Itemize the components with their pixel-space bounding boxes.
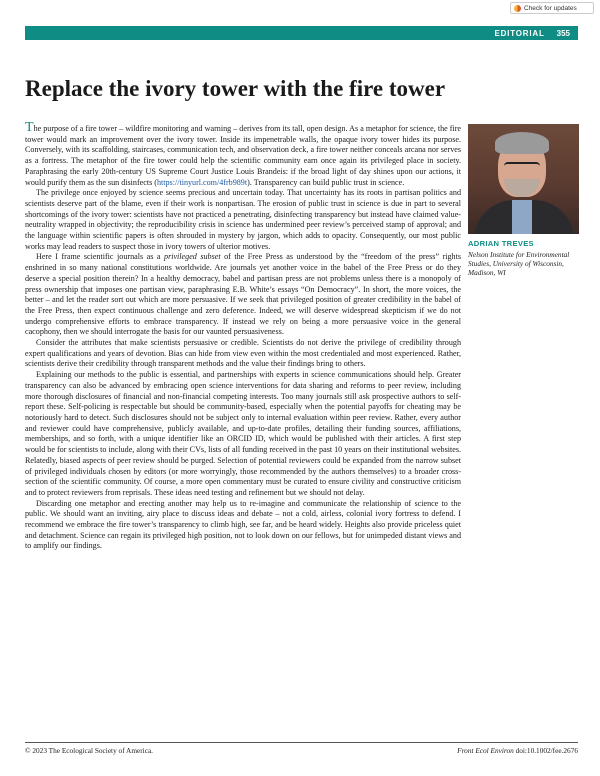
author-photo [468,124,579,234]
page-number: 355 [556,28,570,38]
article-body [25,120,462,552]
photo-shirt [512,200,532,234]
crossmark-icon [514,5,521,12]
paragraph-3 [25,252,461,338]
footer-divider [25,742,578,743]
author-block [468,239,578,277]
paragraph-3-text-a: Here I frame scientific journals as a [36,252,165,262]
author-name: ADRIAN TREVES [468,239,534,248]
paragraph-1 [25,120,461,188]
drop-cap: T [25,120,34,135]
section-label: EDITORIAL [494,28,545,38]
section-header-bar [25,26,578,40]
paragraph-3-emphasis: privileged subset [164,252,221,262]
paragraph-6: Discarding one metaphor and erecting another may help us to re-imagine and communicate the relationship of science to the public. We should want an inviting, airy place to discuss ideas and debate – not a cold, airless, colonial ivory fortress to defend. I recommend we embrace the fire tower’s transparency to climb high, see far, and be heard widely. Heights also provide priceless quiet and detachment. Science can regain its privileged high position, not to look down on our fellows, but for unimpeded distant views and to amplify our findings. [25,498,461,551]
footer-citation [457,746,578,755]
footer-copyright: © 2023 The Ecological Society of America. [25,746,154,755]
paragraph-3-text-b: of the Free Press as understood by the “freedom of the press” rights enshrined in so many national constitutions worldwide. Are journals yet another voice in the babel of the Free Press or do they deserve a special position therein? In a healthy democracy, babel and partisan press are not problems unless there is a monopoly of press ownership that imposes one partisan view, paraphrasing E.B. White’s essays “On Democracy”. In short, the more voices, the better – and let the reader sort out which are more persuasive. If we seek that privileged position of greater credibility in the babel of the Free Press, then expect continuous challenge and zero deference. Indeed, we will deserve widespread skepticism if we do not undergo comprehensive efforts to embrace transparency. If instead we rely on being a more persuasive voice in the general cacophony, then we should interrogate the basis for our vaunted persuasiveness. [25,252,462,337]
paragraph-4: Consider the attributes that make scientists persuasive or credible. Scientists do not derive the privilege of credibility through expert qualifications and years of devotion. Bias can hide from view even within the most credentialed and most experienced. Rather, scientists derive their credibility through transparent methods and the value their findings bring to others. [25,338,461,369]
photo-hair [495,132,549,154]
paragraph-5: Explaining our methods to the public is essential, and partnerships with experts in science communications should help. Greater transparency can also be advanced by embracing open science interventions for data sharing and reforms to peer review, including more thorough disclosures of financial and non-financial competing interests. Too many journals still ask prospective authors to self-report these. Self-policing is respectable but should be community-based, especially when the potential payoffs for cheating may be notoriously hard to detect. Such disclosures should not be subject only to internal evaluation within peer review. Rather, every author and reviewer could have comprehensive, publicly available, and up-to-date profiles, detailing their funding sources, affiliations, memberships, and so forth, with a unique identifier like an ORCID ID, which would be published with their articles. A first step would be for scientists to include, along with their CVs, lists of all funding received in the past 10 years on their institutional websites. Relatedly, biased aspects of peer review should be purged. Selection of potential reviewers could be expanded from the narrow subset of privileged individuals chosen by editors (or more worryingly, those recommended by the authors themselves) to a broader cross-section of the scientific community. Of course, a more open commentary must be curated to ensure civility and constructive criticism and to protect reviewers from reprisals. These ideas need testing and refinement but we should not delay. [25,370,461,497]
paragraph-1-text-a: he purpose of a fire tower – wildfire monitoring and warning – derives from its tall, open design. As a metaphor for science, the fire tower would mark an improvement over the ivory tower. Inside its impenetrable walls, the opaque ivory tower hides its purpose. Conversely, with its scaffolding, staircases, communication tech, and observation deck, a fire tower neither conceals arcana nor serves as a fortress. The metaphor of the fire tower could help the scientific community earn once again its privileged place in society. Paraphrasing the early 20th-century US Supreme Court Justice Louis Brandeis: if the broad light of day shines upon our actions, it would purify them as the sun disinfects ( [25,124,461,187]
author-affiliation: Nelson Institute for Environmental Studies, University of Wisconsin, Madison, WI [468,250,570,277]
paragraph-2: The privilege once enjoyed by science seems precious and uncertain today. That uncertainty has its roots in partisan politics and scientists deserve part of the blame, even if their work is nonpartisan. The erosion of public trust in science is due in part to several shortcomings of the ivory tower: scientists have not practiced a penetrating, disinfecting transparency but instead have claimed value-neutrality wrapped in objectivity; the reproducibility crisis in science has undermined peer review’s perceived stamp of approval; and the language within scientific papers is often shrouded in mystery by jargon, which adds to opacity. Consequently, our most public works may lead readers to suspect those in ivory towers of ulterior motives. [25,188,461,251]
photo-glasses [504,162,540,171]
article-title: Replace the ivory tower with the fire tower [25,76,446,102]
footer-doi[interactable]: doi:10.1002/fee.2676 [513,746,578,755]
paragraph-1-text-b: ). Transparency can build public trust in science. [247,177,405,187]
check-for-updates-badge[interactable] [510,2,594,14]
footer-journal: Front Ecol Environ [457,746,514,755]
tinyurl-link[interactable]: https://tinyurl.com/4frb989t [156,177,248,187]
badge-label: Check for updates [524,4,577,12]
